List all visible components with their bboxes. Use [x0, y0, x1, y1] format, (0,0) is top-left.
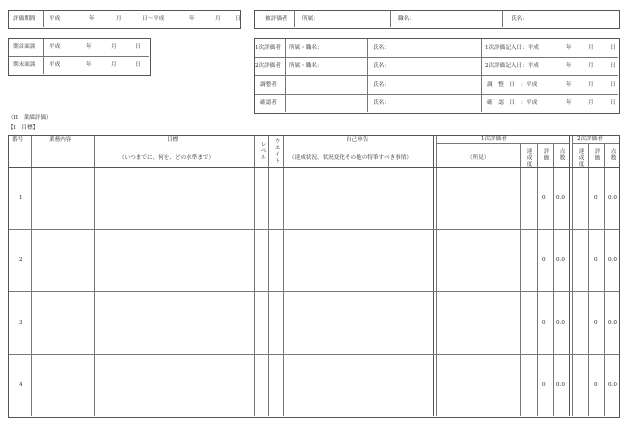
row-1-e1-points: 0.0 — [556, 195, 565, 201]
row-2-e2-points: 0.0 — [608, 257, 617, 263]
header-no: 番号 — [12, 137, 24, 143]
evaluator2-date-label: 2次評価記入日：平成 — [485, 63, 539, 69]
interview-end-month: 月 — [111, 62, 117, 68]
interview-start-month: 月 — [111, 44, 117, 50]
period-month-start: 月 — [116, 16, 122, 22]
row-4-e2-rating: 0 — [594, 382, 598, 388]
row-1-no: 1 — [19, 195, 23, 201]
period-era-start: 平成 — [49, 16, 61, 22]
evaluatee-position: 職名： — [398, 16, 415, 22]
period-year-start: 年 — [89, 16, 95, 22]
row-2-e2-rating: 0 — [594, 257, 598, 263]
row-4-e2-points: 0.0 — [608, 382, 617, 388]
row-2-no: 2 — [19, 257, 23, 263]
header-evaluator2: 2次評価者 — [577, 136, 603, 142]
row-1-e2-points: 0.0 — [608, 195, 617, 201]
evaluator2-role: 2次評価者 — [255, 63, 281, 69]
row-3-e1-rating: 0 — [542, 320, 546, 326]
header-weight: ウエイト — [273, 138, 280, 165]
header-evaluator1: 1次評価者 — [481, 136, 507, 142]
header-e2-rating: 評価 — [593, 148, 600, 162]
adjuster-month: 月 — [588, 82, 594, 88]
period-month-end: 月 — [215, 16, 221, 22]
period-day-start-era-end: 日〜平成 — [142, 16, 165, 22]
row-3-e1-points: 0.0 — [556, 320, 565, 326]
interview-box — [8, 38, 151, 76]
row-4-e1-points: 0.0 — [556, 382, 565, 388]
evaluatee-box — [254, 10, 620, 29]
row-2-e1-points: 0.0 — [556, 257, 565, 263]
period-year-end: 年 — [189, 16, 195, 22]
evaluator1-name: 氏名： — [373, 45, 390, 51]
section-subtitle: 【I 目標】 — [8, 125, 39, 131]
period-day-end: 日 — [235, 16, 241, 22]
confirmer-day: 日 — [610, 100, 616, 106]
evaluator1-date-label: 1次評価記入日：平成 — [485, 45, 539, 51]
evaluator2-dept: 所属・職名： — [289, 63, 323, 69]
goal-table — [8, 135, 620, 418]
header-e2-points: 点数 — [609, 148, 616, 162]
header-e1-rating: 評価 — [542, 148, 549, 162]
header-e2-achievement: 達成度 — [577, 148, 584, 168]
interview-start-year: 年 — [86, 44, 92, 50]
adjuster-day: 日 — [610, 82, 616, 88]
evaluator1-year: 年 — [566, 45, 572, 51]
row-3-e2-rating: 0 — [594, 320, 598, 326]
header-goal-sub: （いつまでに、何を、どの水準まで） — [119, 155, 215, 161]
interview-start-era: 平成 — [49, 44, 61, 50]
row-1-e2-rating: 0 — [594, 195, 598, 201]
header-task: 業務内容 — [49, 137, 72, 143]
header-e1-points: 点数 — [558, 148, 565, 162]
adjuster-name: 氏名： — [373, 82, 390, 88]
row-4-no: 4 — [19, 382, 23, 388]
evaluation-period-box — [8, 10, 241, 29]
evaluator2-month: 月 — [588, 63, 594, 69]
interview-end-day: 日 — [135, 62, 141, 68]
header-comment: （所見） — [467, 155, 490, 161]
row-1-e1-rating: 0 — [542, 195, 546, 201]
confirmer-date-label: 確 認 日 ：平成 — [487, 100, 538, 106]
section-title: （II 業績評価） — [8, 115, 52, 121]
row-2-e1-rating: 0 — [542, 257, 546, 263]
adjuster-year: 年 — [566, 82, 572, 88]
header-self-report: 自己申告 — [346, 137, 369, 143]
period-label: 評価期間 — [13, 16, 36, 22]
row-3-no: 3 — [19, 320, 23, 326]
header-level: レベル — [259, 141, 266, 161]
interview-end-era: 平成 — [49, 62, 61, 68]
confirmer-role: 確認者 — [260, 100, 277, 106]
confirmer-month: 月 — [588, 100, 594, 106]
evaluatee-name: 氏名： — [511, 16, 528, 22]
evaluatee-label: 被評価者 — [265, 16, 288, 22]
confirmer-year: 年 — [566, 100, 572, 106]
adjuster-date-label: 調 整 日 ：平成 — [487, 82, 538, 88]
adjuster-role: 調整者 — [260, 82, 277, 88]
evaluator1-day: 日 — [610, 45, 616, 51]
row-3-e2-points: 0.0 — [608, 320, 617, 326]
evaluator2-day: 日 — [610, 63, 616, 69]
evaluators-box — [254, 38, 620, 114]
evaluator1-dept: 所属・職名： — [289, 45, 323, 51]
header-goal: 目標 — [167, 137, 179, 143]
evaluator1-role: 1次評価者 — [255, 45, 281, 51]
interview-start-label: 期首面談 — [13, 44, 36, 50]
row-4-e1-rating: 0 — [542, 382, 546, 388]
interview-start-day: 日 — [135, 44, 141, 50]
confirmer-name: 氏名： — [373, 100, 390, 106]
interview-end-label: 期末面談 — [13, 62, 36, 68]
header-e1-achievement: 達成度 — [525, 148, 532, 168]
evaluatee-dept: 所属： — [302, 16, 319, 22]
evaluator1-month: 月 — [588, 45, 594, 51]
evaluator2-name: 氏名： — [373, 63, 390, 69]
header-self-report-sub: （達成状況、状況変化その他の特筆すべき事情） — [289, 155, 412, 161]
evaluator2-year: 年 — [566, 63, 572, 69]
interview-end-year: 年 — [86, 62, 92, 68]
